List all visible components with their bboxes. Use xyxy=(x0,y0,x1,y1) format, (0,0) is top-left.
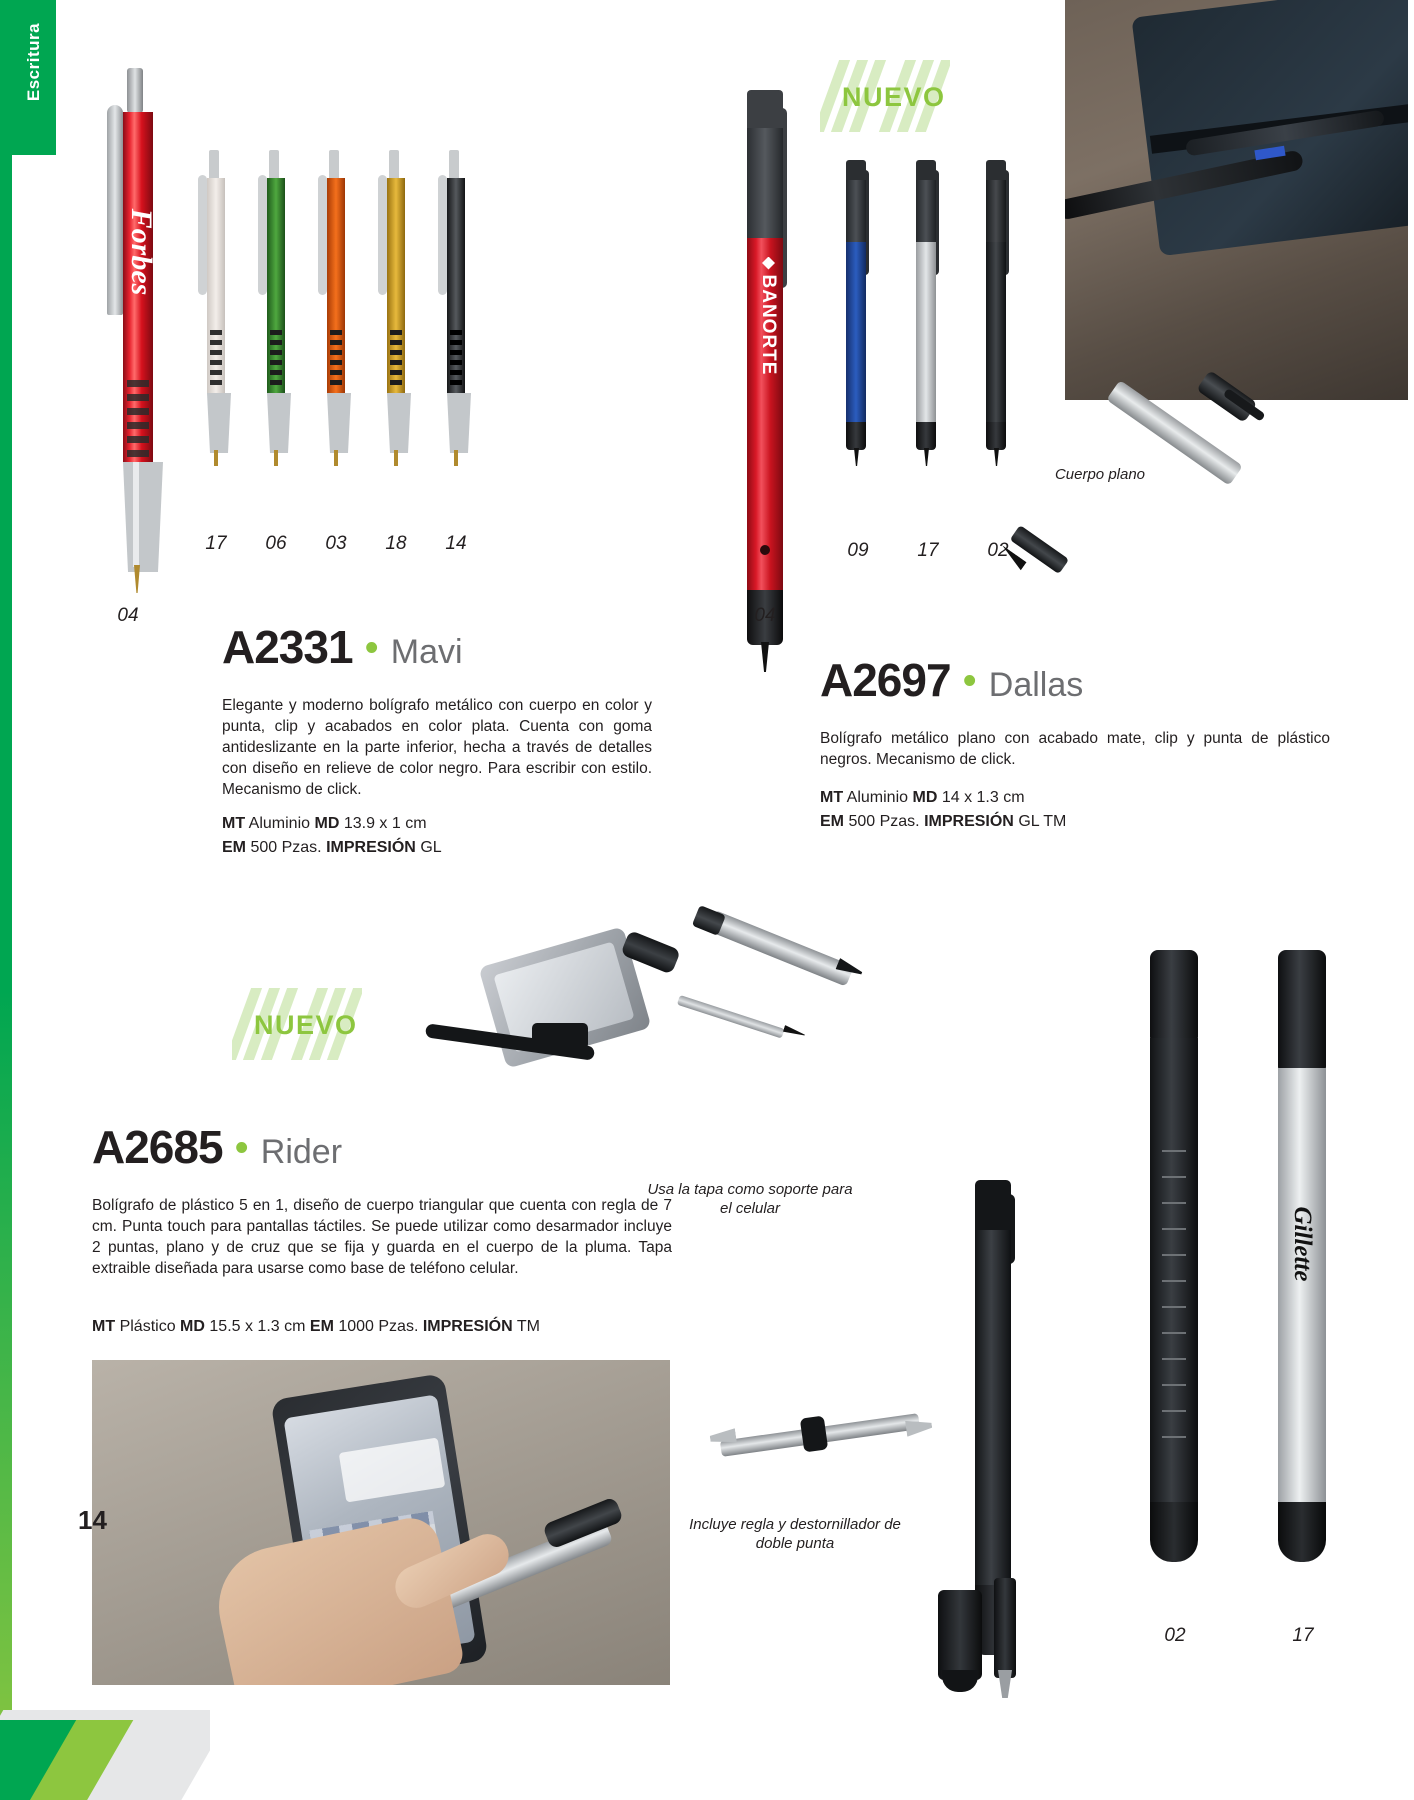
pen-tip xyxy=(214,450,218,466)
refill-tip xyxy=(783,1025,806,1038)
pen-tip xyxy=(274,450,278,466)
spec-label-impresion: IMPRESIÓN xyxy=(422,1318,513,1335)
color-code-a2331-04: 04 xyxy=(117,605,139,626)
product-a2331-variant-03 xyxy=(316,145,356,445)
color-code-a2697-17: 17 xyxy=(917,540,939,561)
spec-label-md: MD xyxy=(314,815,340,832)
spec-value-mt: Aluminio xyxy=(248,815,311,832)
pen-upper-barrel xyxy=(986,180,1006,242)
pen-lower-barrel xyxy=(916,422,936,450)
pen-grip xyxy=(450,330,462,385)
spec-row xyxy=(820,810,1340,834)
pen-plunger xyxy=(449,150,459,180)
product-a2331-description: Elegante y moderno bolígrafo metálico con cuerpo en color y punta, clip y acabados en color plata. Cuenta con goma antideslizante en la parte inferior, hecha a través de detalles con diseño en relieve de color negro. Para escribir con estilo. Mecanismo de click. xyxy=(222,697,652,798)
pen-cap xyxy=(938,1590,982,1680)
product-a2685-description: Bolígrafo de plástico 5 en 1, diseño de cuerpo triangular que cuenta con regla de 7 cm. Punta touch para pantallas táctiles. Se puede utilizar como desarmador incluye 2 puntas, plano y de cruz que se fija y guarda en el cuerpo de la pluma. Tapa extraible diseñada para usarse como base de teléfono celular. xyxy=(92,1197,672,1277)
illustration-double-bit xyxy=(710,1405,940,1475)
photo-touch-pen-on-phone xyxy=(92,1360,670,1685)
pen-barrel xyxy=(846,242,866,422)
product-a2697-variant-17 xyxy=(908,160,948,460)
pen-tip xyxy=(854,448,859,466)
pen-cone-shine xyxy=(133,462,139,567)
spec-label-mt: MT xyxy=(92,1318,116,1335)
product-a2697-title xyxy=(820,653,1083,707)
pen-tip xyxy=(924,448,929,466)
pen-cone xyxy=(327,393,351,453)
cap-touch-end xyxy=(942,1670,978,1692)
product-a2697-specs xyxy=(820,786,1340,834)
imprint-logo-forbes: Forbes xyxy=(125,208,158,296)
color-code-a2331-03: 03 xyxy=(325,533,347,554)
pen-clip xyxy=(107,105,123,315)
screwdriver-shaft xyxy=(994,1578,1016,1678)
color-code-a2331-14: 14 xyxy=(445,533,467,554)
pen-clip xyxy=(378,175,387,295)
pen-plunger xyxy=(389,150,399,180)
pen-cap-base xyxy=(532,1023,588,1049)
pen-ruler xyxy=(1162,1150,1186,1450)
bit-collar xyxy=(800,1415,828,1452)
color-code-a2331-18: 18 xyxy=(385,533,407,554)
product-a2331-main-pen xyxy=(105,60,165,590)
spec-value-impresion: GL TM xyxy=(1018,813,1067,830)
page-edge-bar xyxy=(0,0,12,1800)
spec-label-md: MD xyxy=(912,789,938,806)
color-code-a2331-06: 06 xyxy=(265,533,287,554)
pen-upper-barrel xyxy=(747,128,783,238)
product-a2697-variant-02 xyxy=(978,160,1018,460)
category-tab xyxy=(12,0,56,155)
pen-touch-tip xyxy=(1150,1502,1198,1562)
illustration-pen-disassembled xyxy=(640,900,870,1040)
caption-ruler-screwdriver: Incluye regla y destornillador de doble punta xyxy=(689,1516,901,1552)
imprint-logo-gillette: Gillette xyxy=(1289,1206,1316,1282)
pen-barrel xyxy=(707,910,854,987)
pen-tip xyxy=(134,565,140,593)
pen-grip xyxy=(210,330,222,385)
pen-clip xyxy=(318,175,327,295)
pen-refill xyxy=(677,995,785,1039)
product-a2331-variant-17 xyxy=(196,145,236,445)
spec-label-em: EM xyxy=(222,839,246,856)
spec-label-impresion: IMPRESIÓN xyxy=(326,839,416,856)
product-a2331-variant-06 xyxy=(256,145,296,445)
spec-row xyxy=(222,836,692,860)
caption-phone-stand: Usa la tapa como soporte para el celular xyxy=(647,1181,853,1217)
illustration-cap-and-bit xyxy=(938,1570,1068,1690)
spec-row xyxy=(820,786,1340,810)
color-code-a2685-02: 02 xyxy=(1164,1625,1186,1646)
product-a2331-specs xyxy=(222,812,692,860)
pen-upper-barrel xyxy=(916,180,936,242)
page-corner-graphic xyxy=(0,1670,210,1800)
title-separator: • xyxy=(963,660,977,702)
color-code-a2697-04: 04 xyxy=(754,605,776,626)
spec-label-mt: MT xyxy=(222,815,246,832)
product-a2685-variant-02 xyxy=(1140,950,1210,1590)
color-code-a2331-17: 17 xyxy=(205,533,227,554)
pen-lower-barrel xyxy=(986,422,1006,450)
product-a2685-title xyxy=(92,1120,342,1174)
spec-value-em: 500 Pzas. xyxy=(250,839,322,856)
pen-plunger xyxy=(269,150,279,180)
product-a2697-main-pen xyxy=(735,90,805,670)
product-a2697-variant-09 xyxy=(838,160,878,460)
product-a2685-specs xyxy=(92,1315,692,1339)
pen-cap xyxy=(1278,950,1326,1070)
pen-cap xyxy=(1150,950,1198,1040)
pen-grip xyxy=(390,330,402,385)
pen-barrel xyxy=(986,242,1006,422)
pen-clip xyxy=(258,175,267,295)
badge-nuevo-a2685 xyxy=(232,988,392,1068)
photo-pen-on-notebook xyxy=(1065,0,1408,400)
pen-grip xyxy=(330,330,342,385)
pen-barrel xyxy=(975,1230,1011,1590)
banorte-diamond-icon xyxy=(762,257,775,270)
pen-upper-barrel xyxy=(846,180,866,242)
page-number: 14 xyxy=(78,1505,107,1535)
pen-plunger xyxy=(127,68,143,113)
pen-cone xyxy=(207,393,231,453)
product-code: A2697 xyxy=(820,654,951,706)
pen-tip xyxy=(761,642,769,672)
pen-clip xyxy=(198,175,207,295)
pen-tip xyxy=(994,448,999,466)
spec-value-mt: Plástico xyxy=(119,1318,176,1335)
product-a2697-description: Bolígrafo metálico plano con acabado mate, clip y punta de plástico negros. Mecanismo de click. xyxy=(820,730,1330,768)
pen-touch-tip xyxy=(1278,1502,1326,1562)
pen-button xyxy=(760,545,770,555)
badge-label: NUEVO xyxy=(842,82,946,112)
product-name: Rider xyxy=(260,1133,343,1171)
pen-grip xyxy=(270,330,282,385)
spec-value-impresion: TM xyxy=(516,1318,540,1335)
pen-cone xyxy=(447,393,471,453)
pen-clip xyxy=(438,175,447,295)
spec-row xyxy=(222,812,692,836)
spec-label-mt: MT xyxy=(820,789,844,806)
product-a2331-title xyxy=(222,620,463,674)
pen-tip xyxy=(394,450,398,466)
spec-value-em: 1000 Pzas. xyxy=(338,1318,419,1335)
screwdriver-bit xyxy=(998,1670,1012,1698)
spec-label-md: MD xyxy=(180,1318,205,1335)
title-separator: • xyxy=(365,627,379,669)
pen-plunger xyxy=(209,150,219,180)
category-tab-label: Escritura xyxy=(24,22,43,102)
spec-value-md: 15.5 x 1.3 cm xyxy=(209,1318,306,1335)
color-code-a2697-09: 09 xyxy=(847,540,869,561)
pen-cone xyxy=(123,462,163,572)
spec-value-md: 13.9 x 1 cm xyxy=(343,815,427,832)
spec-label-em: EM xyxy=(309,1318,334,1335)
product-a2685-variant-17 xyxy=(1268,950,1338,1590)
product-a2331-variant-14 xyxy=(436,145,476,445)
badge-label: NUEVO xyxy=(254,1010,358,1040)
product-code: A2685 xyxy=(92,1121,223,1173)
pen-barrel xyxy=(916,242,936,422)
pen-cone xyxy=(267,393,291,453)
color-code-a2685-17: 17 xyxy=(1292,1625,1314,1646)
color-code-a2697-02: 02 xyxy=(987,540,1009,561)
pen-lower-barrel xyxy=(846,422,866,450)
pen-tip xyxy=(454,450,458,466)
product-name: Mavi xyxy=(390,633,463,671)
product-a2331-variant-18 xyxy=(376,145,416,445)
pen-tip xyxy=(334,450,338,466)
spec-value-em: 500 Pzas. xyxy=(848,813,920,830)
spec-value-md: 14 x 1.3 cm xyxy=(941,789,1025,806)
title-separator: • xyxy=(235,1127,249,1169)
caption-cuerpo-plano: Cuerpo plano xyxy=(1054,466,1146,483)
pen-grip xyxy=(127,380,149,460)
spec-value-impresion: GL xyxy=(420,839,442,856)
pen-cone xyxy=(387,393,411,453)
product-name: Dallas xyxy=(988,666,1084,704)
product-code: A2331 xyxy=(222,621,353,673)
spec-value-mt: Aluminio xyxy=(846,789,909,806)
spec-row xyxy=(92,1315,692,1339)
badge-nuevo-a2697 xyxy=(820,60,980,140)
spec-label-em: EM xyxy=(820,813,844,830)
imprint-logo-banorte: BANORTE xyxy=(757,231,779,401)
spec-label-impresion: IMPRESIÓN xyxy=(924,813,1014,830)
pen-plunger xyxy=(329,150,339,180)
